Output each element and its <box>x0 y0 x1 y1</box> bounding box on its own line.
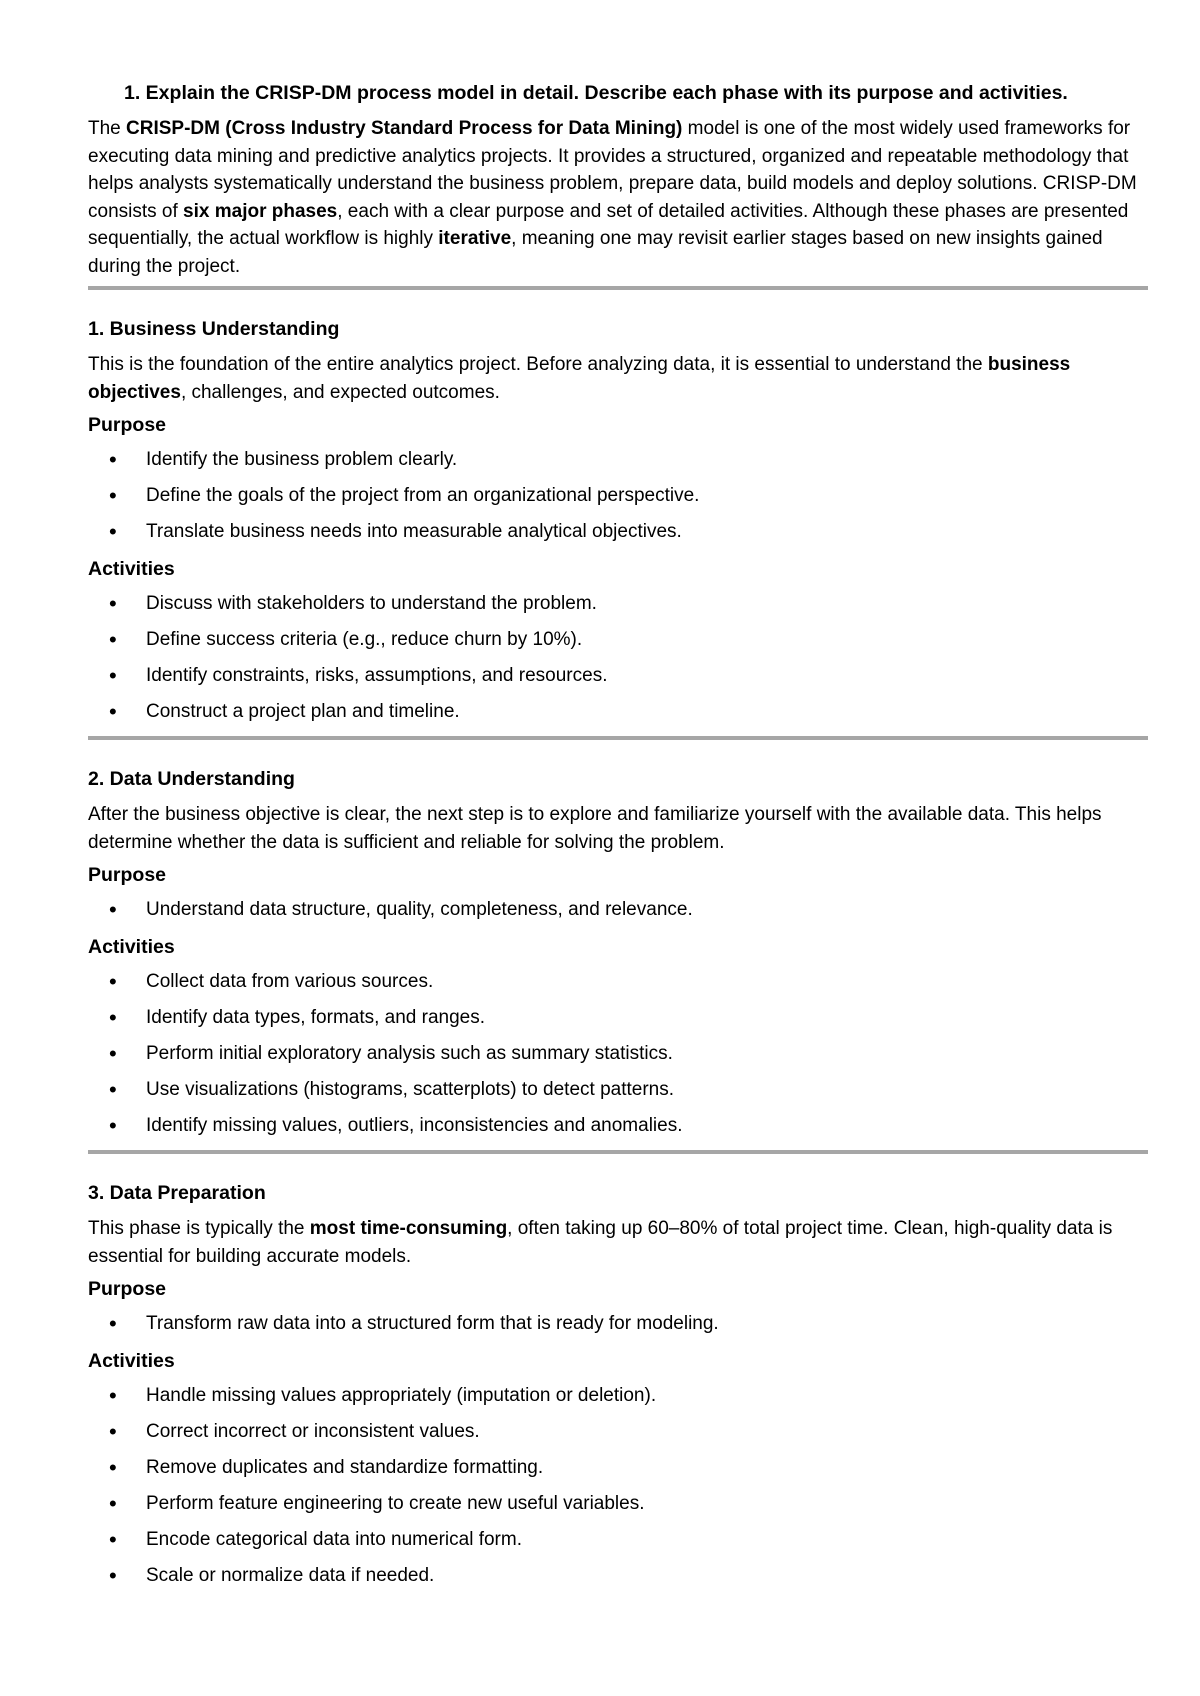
list-item: • Perform initial exploratory analysis such as summary statistics. <box>88 1036 1148 1072</box>
purpose-heading: Purpose <box>88 864 167 886</box>
list-item: • Transform raw data into a structured form that is ready for modeling. <box>88 1306 1148 1342</box>
activities-list <box>88 964 1148 1144</box>
list-item: • Identify constraints, risks, assumptions, and resources. <box>88 658 1148 694</box>
section-business-understanding <box>88 316 1148 730</box>
section-divider <box>88 286 1148 290</box>
list-item: • Collect data from various sources. <box>88 964 1148 1000</box>
purpose-heading: Purpose <box>88 414 167 436</box>
list-item: • Translate business needs into measurable analytical objectives. <box>88 514 1148 550</box>
intro-text: model is one of the most widely used frameworks for executing data mining and predictive analytics projects. It provides a structured, organized and repeatable methodology that helps analysts systematically understand the business problem, prepare data, build models and deploy solutions. CRISP-DM consists of <box>88 118 1137 222</box>
section-description: After the business objective is clear, the next step is to explore and familiarize yourself with the available data. This helps determine whether the data is sufficient and reliable for solving the problem. <box>88 804 1102 853</box>
intro-text: , meaning one may revisit earlier stages based on new insights gained during the project. <box>88 228 1103 277</box>
section-title: 3. Data Preparation <box>88 1182 266 1204</box>
list-item: • Correct incorrect or inconsistent values. <box>88 1414 1148 1450</box>
list-item: • Understand data structure, quality, completeness, and relevance. <box>88 892 1148 928</box>
list-item: • Construct a project plan and timeline. <box>88 694 1148 730</box>
description-bold: business objectives <box>88 354 1071 403</box>
list-item: • Define the goals of the project from an organizational perspective. <box>88 478 1148 514</box>
activities-list <box>88 1378 1148 1594</box>
description-text: , challenges, and expected outcomes. <box>180 381 500 403</box>
list-item: • Encode categorical data into numerical form. <box>88 1522 1148 1558</box>
list-item: • Identify the business problem clearly. <box>88 442 1148 478</box>
intro-bold-iterative: iterative <box>438 228 512 249</box>
section-title: 2. Data Understanding <box>88 768 295 790</box>
intro-paragraph <box>88 115 1148 280</box>
list-item: • Use visualizations (histograms, scatterplots) to detect patterns. <box>88 1072 1148 1108</box>
purpose-list <box>88 1306 1148 1342</box>
section-divider <box>88 736 1148 740</box>
list-item: • Handle missing values appropriately (imputation or deletion). <box>88 1378 1148 1414</box>
list-item: • Discuss with stakeholders to understand the problem. <box>88 586 1148 622</box>
list-item: • Scale or normalize data if needed. <box>88 1558 1148 1594</box>
intro-bold-six-phases: six major phases <box>183 200 338 222</box>
list-item: • Identify data types, formats, and ranges. <box>88 1000 1148 1036</box>
description-text: This phase is typically the <box>88 1218 310 1239</box>
list-item: • Perform feature engineering to create new useful variables. <box>88 1486 1148 1522</box>
purpose-list <box>88 892 1148 928</box>
document-body <box>88 80 1148 1594</box>
description-text: , often taking up 60–80% of total project time. Clean, high-quality data is essential for building accurate models. <box>88 1218 1113 1267</box>
activities-list <box>88 586 1148 730</box>
list-item: • Remove duplicates and standardize formatting. <box>88 1450 1148 1486</box>
activities-heading: Activities <box>88 1350 175 1372</box>
intro-bold-crisp-dm: CRISP-DM (Cross Industry Standard Process for Data Mining) <box>126 118 683 139</box>
activities-heading: Activities <box>88 558 175 580</box>
list-item: • Define success criteria (e.g., reduce churn by 10%). <box>88 622 1148 658</box>
section-description <box>88 351 1148 406</box>
activities-heading: Activities <box>88 936 175 958</box>
list-item: • Identify missing values, outliers, inconsistencies and anomalies. <box>88 1108 1148 1144</box>
section-data-preparation <box>88 1180 1148 1594</box>
question-heading: 1. Explain the CRISP-DM process model in detail. Describe each phase with its purpose and activities. <box>124 82 1068 104</box>
section-description <box>88 1215 1148 1270</box>
intro-text: The <box>88 118 127 139</box>
purpose-heading: Purpose <box>88 1278 167 1300</box>
description-bold: most time-consuming <box>309 1218 508 1239</box>
purpose-list <box>88 442 1148 550</box>
section-divider <box>88 1150 1148 1154</box>
description-text: This is the foundation of the entire analytics project. Before analyzing data, it is essential to understand the <box>88 354 988 375</box>
section-title: 1. Business Understanding <box>88 318 340 340</box>
intro-text: , each with a clear purpose and set of detailed activities. Although these phases are presented sequentially, the actual workflow is highly <box>88 200 1129 249</box>
section-data-understanding <box>88 766 1148 1144</box>
